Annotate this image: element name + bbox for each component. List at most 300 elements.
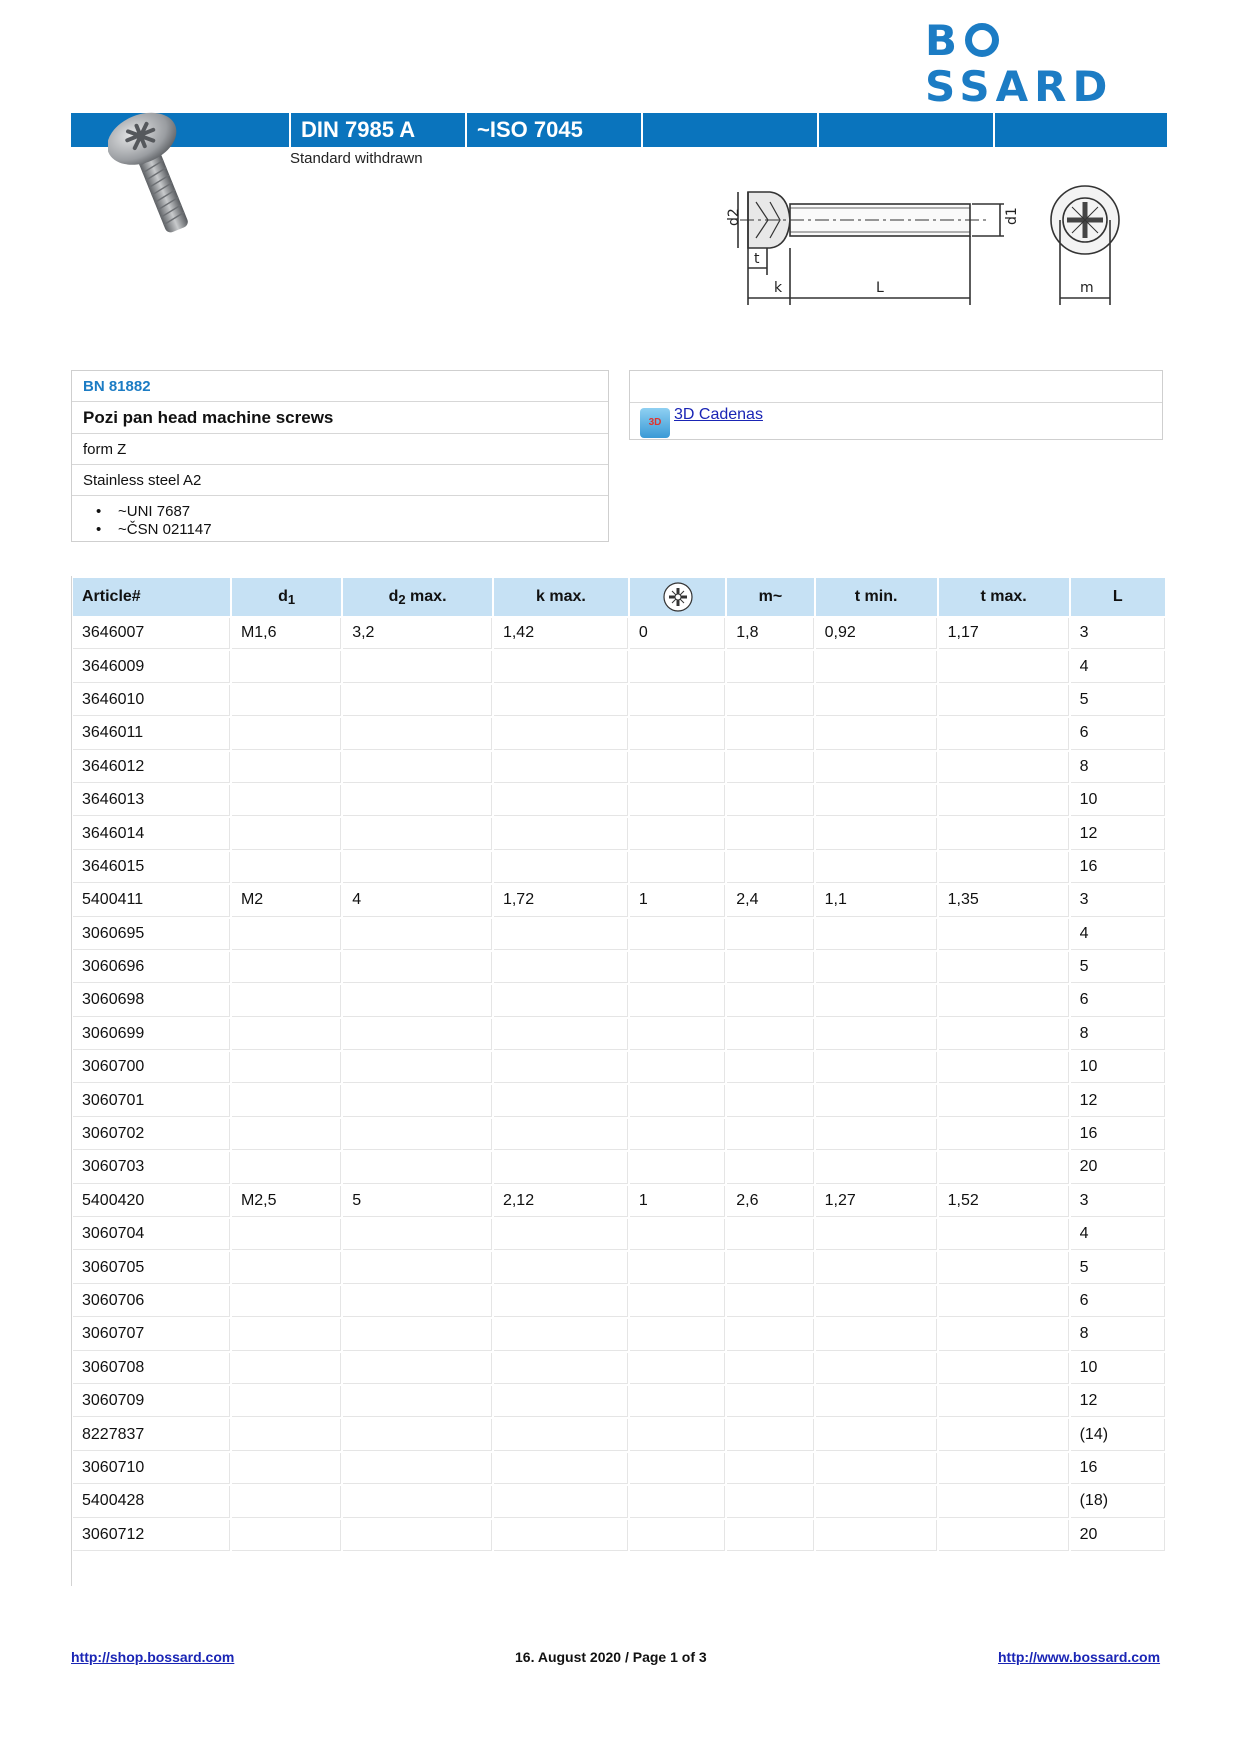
cell-k-max xyxy=(494,685,628,716)
cell-drive-size xyxy=(630,1286,725,1317)
cell-d1 xyxy=(232,1386,341,1417)
cell-t-max xyxy=(939,685,1069,716)
cell-k-max xyxy=(494,1286,628,1317)
col-header-L: L xyxy=(1071,578,1165,616)
cell-drive-size: 0 xyxy=(630,618,725,649)
cell-drive-size xyxy=(630,1386,725,1417)
product-title: Pozi pan head machine screws xyxy=(72,402,608,434)
cell-length: 3 xyxy=(1071,618,1165,649)
cell-length: 8 xyxy=(1071,1019,1165,1050)
table-row xyxy=(73,1453,1165,1484)
cell-article: 3646007 xyxy=(73,618,230,649)
cell-drive-size xyxy=(630,651,725,682)
cell-d1 xyxy=(232,1085,341,1116)
cell-t-max xyxy=(939,1486,1069,1517)
cell-k-max xyxy=(494,1419,628,1450)
cell-t-min xyxy=(816,1019,937,1050)
cell-drive-size xyxy=(630,1152,725,1183)
cell-d1 xyxy=(232,1119,341,1150)
cell-k-max xyxy=(494,1052,628,1083)
dim-label-t: t xyxy=(754,251,760,267)
cell-t-max xyxy=(939,919,1069,950)
cell-drive-size xyxy=(630,1419,725,1450)
page-info: 16. August 2020 / Page 1 of 3 xyxy=(515,1649,707,1665)
cell-d1 xyxy=(232,952,341,983)
cell-m xyxy=(727,1019,813,1050)
cell-m xyxy=(727,919,813,950)
standard-din: DIN 7985 A xyxy=(289,113,465,147)
cell-drive-size xyxy=(630,1453,725,1484)
cell-d2-max xyxy=(343,1119,492,1150)
table-row xyxy=(73,752,1165,783)
cell-m xyxy=(727,1286,813,1317)
table-row xyxy=(73,1252,1165,1283)
table-row xyxy=(73,952,1165,983)
cell-length: 16 xyxy=(1071,1119,1165,1150)
article-table-body xyxy=(73,618,1165,1551)
cell-article: 3060698 xyxy=(73,985,230,1016)
cell-t-min xyxy=(816,1052,937,1083)
cell-d2-max xyxy=(343,752,492,783)
cell-t-max xyxy=(939,1152,1069,1183)
cell-t-min xyxy=(816,1386,937,1417)
cell-d1 xyxy=(232,1019,341,1050)
cell-m xyxy=(727,1219,813,1250)
table-row xyxy=(73,919,1165,950)
cell-m xyxy=(727,952,813,983)
cell-t-max xyxy=(939,785,1069,816)
cell-d2-max xyxy=(343,985,492,1016)
cell-k-max: 2,12 xyxy=(494,1186,628,1217)
cell-drive-size xyxy=(630,1486,725,1517)
equivalent-standards xyxy=(72,496,608,541)
cell-length: (14) xyxy=(1071,1419,1165,1450)
cell-t-min xyxy=(816,1319,937,1350)
header-empty-cell xyxy=(817,113,993,147)
cell-t-min xyxy=(816,752,937,783)
cell-m xyxy=(727,1052,813,1083)
cell-d1 xyxy=(232,1286,341,1317)
cell-t-max xyxy=(939,1319,1069,1350)
cell-d2-max xyxy=(343,1319,492,1350)
cell-m xyxy=(727,1252,813,1283)
cell-m xyxy=(727,1085,813,1116)
cell-k-max xyxy=(494,1453,628,1484)
cell-t-min xyxy=(816,985,937,1016)
cell-k-max xyxy=(494,785,628,816)
standard-header-band xyxy=(71,113,1167,147)
cell-length: 6 xyxy=(1071,718,1165,749)
col-header-m: m~ xyxy=(727,578,813,616)
cell-article: 3646010 xyxy=(73,685,230,716)
cell-d1 xyxy=(232,718,341,749)
cell-k-max: 1,42 xyxy=(494,618,628,649)
cell-length: 16 xyxy=(1071,1453,1165,1484)
cell-length: 6 xyxy=(1071,1286,1165,1317)
cell-t-min: 0,92 xyxy=(816,618,937,649)
cell-t-min xyxy=(816,919,937,950)
cell-m xyxy=(727,718,813,749)
cell-m xyxy=(727,985,813,1016)
cell-drive-size xyxy=(630,1119,725,1150)
cell-k-max xyxy=(494,919,628,950)
cell-m xyxy=(727,685,813,716)
cell-t-max xyxy=(939,1019,1069,1050)
cell-m xyxy=(727,1419,813,1450)
cell-article: 3060712 xyxy=(73,1520,230,1551)
cell-length: 6 xyxy=(1071,985,1165,1016)
cell-length: 20 xyxy=(1071,1520,1165,1551)
cell-length: 5 xyxy=(1071,952,1165,983)
header-empty-cell xyxy=(641,113,817,147)
cell-k-max xyxy=(494,1019,628,1050)
cell-k-max xyxy=(494,852,628,883)
cell-drive-size xyxy=(630,785,725,816)
cell-d1 xyxy=(232,1219,341,1250)
cell-drive-size xyxy=(630,752,725,783)
cell-t-max xyxy=(939,1119,1069,1150)
cell-d2-max xyxy=(343,852,492,883)
cell-d2-max: 4 xyxy=(343,885,492,916)
cell-d2-max xyxy=(343,1386,492,1417)
cell-d1 xyxy=(232,985,341,1016)
cell-t-min xyxy=(816,1419,937,1450)
cell-k-max xyxy=(494,985,628,1016)
cell-article: 8227837 xyxy=(73,1419,230,1450)
cell-d1 xyxy=(232,1486,341,1517)
cell-length: 8 xyxy=(1071,752,1165,783)
cell-drive-size xyxy=(630,818,725,849)
cell-d1 xyxy=(232,1319,341,1350)
cell-article: 5400411 xyxy=(73,885,230,916)
table-row xyxy=(73,1386,1165,1417)
cell-t-min xyxy=(816,1252,937,1283)
cell-m: 2,6 xyxy=(727,1186,813,1217)
cell-d2-max xyxy=(343,1453,492,1484)
cell-drive-size xyxy=(630,852,725,883)
cell-d1 xyxy=(232,1252,341,1283)
cell-k-max xyxy=(494,818,628,849)
table-row xyxy=(73,1019,1165,1050)
cell-length: 12 xyxy=(1071,1386,1165,1417)
cell-t-max xyxy=(939,1052,1069,1083)
cell-m xyxy=(727,818,813,849)
article-table-container xyxy=(71,576,1167,1586)
table-row xyxy=(73,685,1165,716)
cell-t-max xyxy=(939,1219,1069,1250)
cell-k-max xyxy=(494,1386,628,1417)
table-row xyxy=(73,1052,1165,1083)
cadenas-3d-link[interactable]: 3D Cadenas xyxy=(674,406,763,423)
cell-length: 3 xyxy=(1071,1186,1165,1217)
cell-t-max xyxy=(939,1353,1069,1384)
cell-d1 xyxy=(232,1353,341,1384)
cell-drive-size xyxy=(630,1252,725,1283)
cell-m xyxy=(727,1486,813,1517)
cell-length: 8 xyxy=(1071,1319,1165,1350)
cell-d1 xyxy=(232,785,341,816)
table-row xyxy=(73,852,1165,883)
table-row xyxy=(73,1152,1165,1183)
cell-length: 4 xyxy=(1071,651,1165,682)
cell-k-max xyxy=(494,1520,628,1551)
cell-d2-max xyxy=(343,718,492,749)
cell-d2-max xyxy=(343,651,492,682)
cell-length: 12 xyxy=(1071,818,1165,849)
cell-d2-max: 3,2 xyxy=(343,618,492,649)
cell-t-min xyxy=(816,1520,937,1551)
cell-m xyxy=(727,852,813,883)
cell-article: 3060708 xyxy=(73,1353,230,1384)
col-header-d2: $d_2$ max. xyxy=(343,578,492,616)
cell-d1: M2 xyxy=(232,885,341,916)
cell-k-max xyxy=(494,1152,628,1183)
cell-d1 xyxy=(232,919,341,950)
cell-d1 xyxy=(232,1152,341,1183)
table-row xyxy=(73,1419,1165,1450)
cell-k-max xyxy=(494,1252,628,1283)
cell-article: 3646012 xyxy=(73,752,230,783)
cell-d1 xyxy=(232,752,341,783)
cell-m xyxy=(727,1520,813,1551)
cell-d2-max xyxy=(343,1252,492,1283)
product-info-box xyxy=(71,370,609,542)
cell-article: 3060701 xyxy=(73,1085,230,1116)
cell-d1 xyxy=(232,1520,341,1551)
cell-length: 10 xyxy=(1071,1353,1165,1384)
cell-length: 10 xyxy=(1071,1052,1165,1083)
table-row xyxy=(73,651,1165,682)
cell-article: 5400420 xyxy=(73,1186,230,1217)
cell-article: 3060707 xyxy=(73,1319,230,1350)
cell-t-min xyxy=(816,718,937,749)
cell-k-max xyxy=(494,1119,628,1150)
cell-length: 5 xyxy=(1071,1252,1165,1283)
table-row xyxy=(73,1319,1165,1350)
cell-d2-max: 5 xyxy=(343,1186,492,1217)
cell-length: (18) xyxy=(1071,1486,1165,1517)
website-link[interactable]: http://www.bossard.com xyxy=(998,1649,1161,1665)
bossard-logo: BSSARD xyxy=(925,16,1114,111)
cell-d1 xyxy=(232,818,341,849)
product-form: form Z xyxy=(72,434,608,465)
table-row xyxy=(73,985,1165,1016)
bn-number: BN 81882 xyxy=(72,371,608,402)
cell-article: 3060710 xyxy=(73,1453,230,1484)
cell-article: 3060695 xyxy=(73,919,230,950)
standard-withdrawn-note: Standard withdrawn xyxy=(290,150,423,167)
cell-t-min xyxy=(816,1085,937,1116)
cell-k-max xyxy=(494,1219,628,1250)
cell-length: 4 xyxy=(1071,919,1165,950)
cell-article: 3060704 xyxy=(73,1219,230,1250)
table-row xyxy=(73,785,1165,816)
cell-t-max xyxy=(939,952,1069,983)
cell-t-max xyxy=(939,1520,1069,1551)
pozi-drive-icon xyxy=(662,581,694,613)
cell-t-max xyxy=(939,1419,1069,1450)
cell-drive-size xyxy=(630,1052,725,1083)
dim-label-k: k xyxy=(774,280,783,296)
cell-drive-size xyxy=(630,685,725,716)
cell-t-max xyxy=(939,718,1069,749)
cell-d1 xyxy=(232,685,341,716)
header-empty-cell xyxy=(993,113,1167,147)
cell-length: 12 xyxy=(1071,1085,1165,1116)
cell-m: 2,4 xyxy=(727,885,813,916)
cell-t-max xyxy=(939,852,1069,883)
standard-item: • ~ČSN 021147 xyxy=(83,521,597,539)
cell-m xyxy=(727,1152,813,1183)
cell-t-min xyxy=(816,1119,937,1150)
cell-t-max xyxy=(939,752,1069,783)
cell-article: 3646015 xyxy=(73,852,230,883)
shop-link[interactable]: http://shop.bossard.com xyxy=(71,1649,235,1665)
cell-article: 3060705 xyxy=(73,1252,230,1283)
cell-d2-max xyxy=(343,919,492,950)
cell-article: 3646014 xyxy=(73,818,230,849)
cell-d2-max xyxy=(343,1219,492,1250)
cell-d2-max xyxy=(343,818,492,849)
cell-d2-max xyxy=(343,1019,492,1050)
cell-d2-max xyxy=(343,1286,492,1317)
cell-t-max xyxy=(939,1252,1069,1283)
cell-t-min xyxy=(816,1453,937,1484)
table-row xyxy=(73,885,1165,916)
cell-d2-max xyxy=(343,1520,492,1551)
cell-drive-size xyxy=(630,985,725,1016)
table-header-row xyxy=(73,578,1165,616)
cell-t-max xyxy=(939,985,1069,1016)
cell-drive-size xyxy=(630,952,725,983)
col-header-tmax: t max. xyxy=(939,578,1069,616)
cell-article: 3060699 xyxy=(73,1019,230,1050)
cell-t-min xyxy=(816,685,937,716)
cell-m xyxy=(727,785,813,816)
cell-d2-max xyxy=(343,1486,492,1517)
cell-t-min xyxy=(816,952,937,983)
col-header-article: Article# xyxy=(73,578,230,616)
cell-drive-size xyxy=(630,1353,725,1384)
cell-t-max xyxy=(939,651,1069,682)
table-row xyxy=(73,1286,1165,1317)
cell-length: 20 xyxy=(1071,1152,1165,1183)
cell-d1 xyxy=(232,1453,341,1484)
cell-article: 3060706 xyxy=(73,1286,230,1317)
article-table xyxy=(71,576,1167,1553)
dim-label-m: m xyxy=(1080,280,1094,296)
cell-m xyxy=(727,1319,813,1350)
standard-iso: ~ISO 7045 xyxy=(465,113,641,147)
cell-d1 xyxy=(232,1052,341,1083)
cell-d2-max xyxy=(343,1353,492,1384)
cell-length: 5 xyxy=(1071,685,1165,716)
cell-drive-size xyxy=(630,919,725,950)
cell-drive-size xyxy=(630,1319,725,1350)
cell-t-max xyxy=(939,818,1069,849)
cell-k-max xyxy=(494,752,628,783)
cell-d1 xyxy=(232,852,341,883)
screw-photo xyxy=(108,104,204,244)
cell-k-max xyxy=(494,1486,628,1517)
table-row xyxy=(73,1119,1165,1150)
cell-article: 3060709 xyxy=(73,1386,230,1417)
cad-download-box xyxy=(629,370,1163,440)
cell-article: 3060703 xyxy=(73,1152,230,1183)
cell-article: 3646011 xyxy=(73,718,230,749)
col-header-d1: $d_1$ xyxy=(232,578,341,616)
cell-d1 xyxy=(232,651,341,682)
cell-t-min xyxy=(816,1152,937,1183)
cell-drive-size xyxy=(630,1520,725,1551)
col-header-drive xyxy=(630,578,725,616)
cell-t-max: 1,52 xyxy=(939,1186,1069,1217)
cell-d2-max xyxy=(343,1152,492,1183)
cell-length: 3 xyxy=(1071,885,1165,916)
cell-article: 3646013 xyxy=(73,785,230,816)
cell-d2-max xyxy=(343,1085,492,1116)
col-header-tmin: t min. xyxy=(816,578,937,616)
table-row xyxy=(73,718,1165,749)
cell-m xyxy=(727,651,813,682)
cell-t-min xyxy=(816,651,937,682)
cell-t-min xyxy=(816,785,937,816)
cell-t-min xyxy=(816,818,937,849)
cell-d2-max xyxy=(343,785,492,816)
cell-article: 3060702 xyxy=(73,1119,230,1150)
cell-article: 3646009 xyxy=(73,651,230,682)
table-row xyxy=(73,1186,1165,1217)
cell-t-max xyxy=(939,1286,1069,1317)
table-row xyxy=(73,1486,1165,1517)
product-material: Stainless steel A2 xyxy=(72,465,608,496)
cell-t-max xyxy=(939,1085,1069,1116)
cell-m: 1,8 xyxy=(727,618,813,649)
dim-label-d1: d1 xyxy=(1004,207,1020,225)
cell-t-max: 1,17 xyxy=(939,618,1069,649)
cell-d1: M1,6 xyxy=(232,618,341,649)
table-row xyxy=(73,618,1165,649)
cell-d1 xyxy=(232,1419,341,1450)
cell-t-min xyxy=(816,1286,937,1317)
cell-k-max xyxy=(494,1085,628,1116)
cell-k-max xyxy=(494,718,628,749)
cell-d2-max xyxy=(343,1419,492,1450)
cell-d2-max xyxy=(343,685,492,716)
cell-t-min: 1,27 xyxy=(816,1186,937,1217)
cell-d1: M2,5 xyxy=(232,1186,341,1217)
cell-t-max xyxy=(939,1453,1069,1484)
cell-k-max xyxy=(494,952,628,983)
cell-m xyxy=(727,1119,813,1150)
cell-t-min xyxy=(816,1486,937,1517)
technical-drawing xyxy=(700,180,1140,348)
cell-t-min xyxy=(816,1353,937,1384)
cell-k-max xyxy=(494,651,628,682)
cell-m xyxy=(727,752,813,783)
cell-t-max xyxy=(939,1386,1069,1417)
cell-t-min xyxy=(816,852,937,883)
cell-length: 10 xyxy=(1071,785,1165,816)
cell-m xyxy=(727,1386,813,1417)
cell-m xyxy=(727,1353,813,1384)
cell-drive-size: 1 xyxy=(630,1186,725,1217)
cell-k-max xyxy=(494,1353,628,1384)
col-header-k: k max. xyxy=(494,578,628,616)
cell-length: 4 xyxy=(1071,1219,1165,1250)
cell-k-max xyxy=(494,1319,628,1350)
cadenas-3d-icon: 3D xyxy=(640,408,670,438)
